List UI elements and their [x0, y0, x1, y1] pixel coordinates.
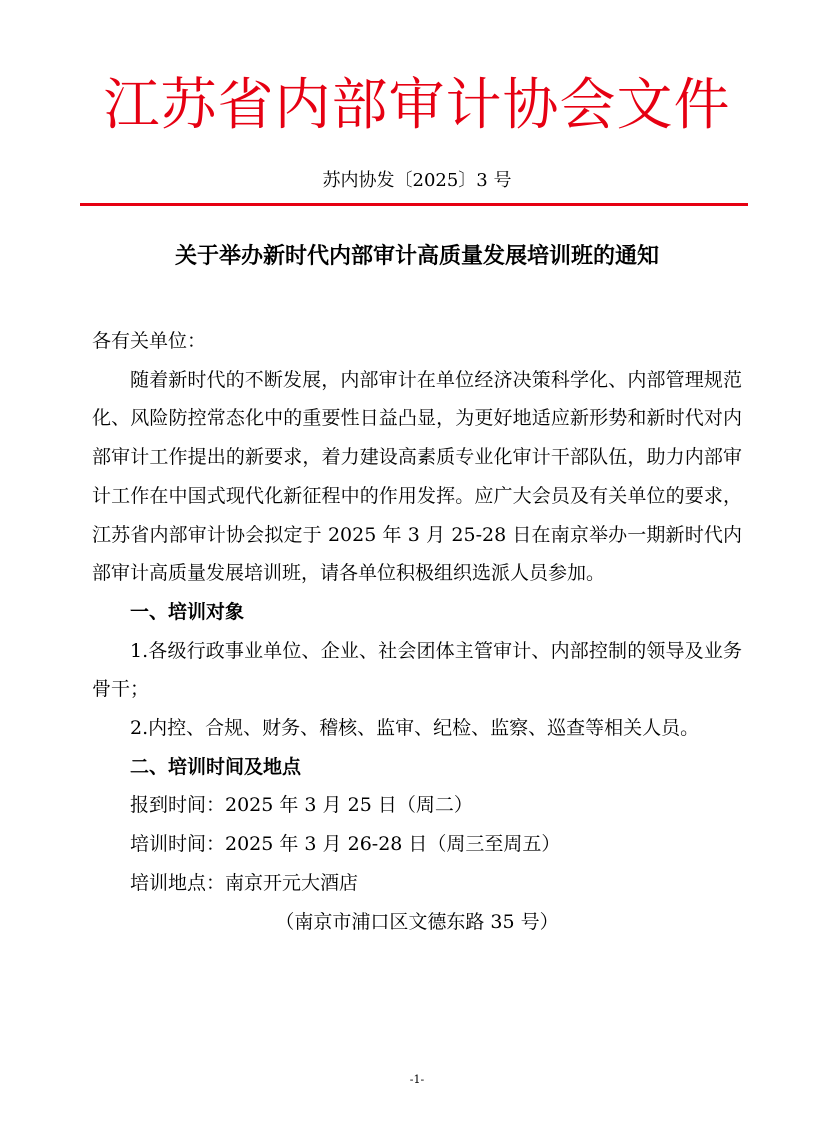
list-item: 1.各级行政事业单位、企业、社会团体主管审计、内部控制的领导及业务骨干； [92, 639, 742, 701]
intro-paragraph: 随着新时代的不断发展，内部审计在单位经济决策科学化、内部管理规范化、风险防控常态化中的重要性日益凸显，为更好地适应新形势和新时代对内部审计工作提出的新要求，着力建设高素质专业化审计干部队伍，助力内部审计工作在中国式现代化新征程中的作用发挥。应广大会员及有关单位的要求，江苏省内部审计协会拟定于 2025 年 3 月 25-28 日在南京举办一期新时代内部审计高质量发展培训班，请各单位积极组织选派人员参加。 [92, 368, 742, 585]
check-in-time: 报到时间：2025 年 3 月 25 日（周二） [130, 794, 473, 817]
red-divider-line [80, 203, 748, 206]
document-number: 苏内协发〔2025〕3 号 [322, 170, 512, 191]
notice-title: 关于举办新时代内部审计高质量发展培训班的通知 [174, 244, 659, 269]
section-heading-time-location: 二、培训时间及地点 [130, 755, 302, 778]
training-venue: 培训地点：南京开元大酒店 [130, 871, 359, 894]
notice-body [92, 322, 742, 941]
salutation: 各有关单位： [92, 330, 207, 352]
training-time: 培训时间：2025 年 3 月 26-28 日（周三至周五） [130, 833, 561, 856]
section-heading-training-targets: 一、培训对象 [130, 600, 245, 623]
list-item: 2.内控、合规、财务、稽核、监审、纪检、监察、巡查等相关人员。 [130, 717, 700, 740]
page-number: -1- [409, 1073, 425, 1086]
venue-address: （南京市浦口区文德东路 35 号） [275, 910, 559, 933]
document-header-title: 江苏省内部审计协会文件 [103, 73, 731, 138]
